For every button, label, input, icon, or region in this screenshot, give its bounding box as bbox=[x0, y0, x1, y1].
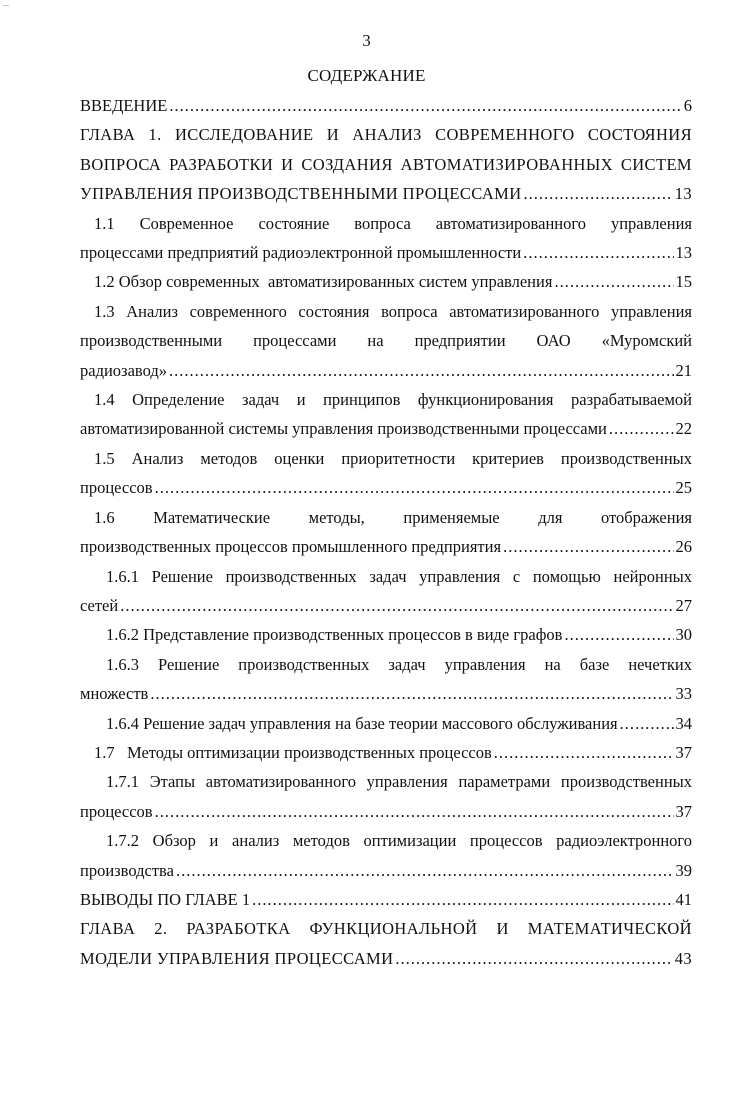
toc-entry-chapter-1[interactable] bbox=[80, 120, 692, 208]
toc-entry-title: ВЫВОДЫ ПО ГЛАВЕ 1 bbox=[80, 889, 251, 909]
dot-leader bbox=[155, 797, 674, 826]
toc-entry-1-1[interactable] bbox=[80, 209, 692, 268]
toc-entry-title: производства bbox=[80, 860, 174, 880]
toc-entry-line: ВОПРОСА РАЗРАБОТКИ И СОЗДАНИЯ АВТОМАТИЗИРОВАННЫХ СИСТЕМ bbox=[80, 154, 692, 174]
toc-page-number: 43 bbox=[674, 948, 692, 968]
toc-entry-line: 1.6.3 Решение производственных задач управления на базе нечетких bbox=[106, 654, 692, 674]
toc-page-number: 22 bbox=[675, 419, 692, 439]
toc-page-number: 41 bbox=[675, 889, 692, 909]
toc-entry-title: сетей bbox=[80, 595, 119, 615]
dot-leader bbox=[120, 591, 673, 620]
dot-leader bbox=[523, 238, 673, 267]
toc-entry-1-7[interactable] bbox=[80, 738, 692, 767]
toc-entry-1-6-4[interactable] bbox=[80, 709, 692, 738]
toc-page-number: 6 bbox=[683, 96, 692, 115]
dot-leader bbox=[150, 679, 673, 708]
toc-page-number: 34 bbox=[675, 713, 692, 733]
toc-entry-title: автоматизированной системы управления производственными процессами bbox=[80, 419, 607, 439]
dot-leader bbox=[609, 414, 674, 443]
dot-leader bbox=[564, 620, 673, 649]
scan-corner-mark: --- bbox=[3, 3, 9, 9]
toc-page-number: 13 bbox=[675, 243, 692, 263]
dot-leader bbox=[169, 91, 681, 120]
toc-entry-1-5[interactable] bbox=[80, 444, 692, 503]
toc-page-number: 39 bbox=[675, 860, 692, 880]
toc-entry-line: 1.4 Определение задач и принципов функционирования разрабатываемой bbox=[94, 390, 692, 410]
toc-entry-title: 1.6.4 Решение задач управления на базе теории массового обслуживания bbox=[106, 713, 618, 733]
toc-page-number: 27 bbox=[675, 595, 692, 615]
toc-entry-title: 1.2 Обзор современных автоматизированных систем управления bbox=[94, 272, 553, 292]
dot-leader bbox=[169, 356, 674, 385]
toc-entry-line: производственными процессами на предприятии ОАО «Муромский bbox=[80, 331, 692, 351]
toc-entry-line: 1.3 Анализ современного состояния вопроса автоматизированного управления bbox=[94, 301, 692, 321]
toc-entry-title: процессов bbox=[80, 801, 153, 821]
toc-page-number: 26 bbox=[675, 537, 692, 557]
toc-entry-introduction[interactable] bbox=[80, 91, 692, 120]
toc-entry-1-7-1[interactable] bbox=[80, 767, 692, 826]
toc-entry-1-3[interactable] bbox=[80, 297, 692, 385]
toc-entry-title: радиозавод» bbox=[80, 360, 167, 380]
toc-entry-line: 1.5 Анализ методов оценки приоритетности критериев производственных bbox=[94, 448, 692, 468]
toc-entry-title: множеств bbox=[80, 684, 149, 704]
toc-page-number: 37 bbox=[675, 801, 692, 821]
page-number: 3 bbox=[362, 31, 371, 50]
dot-leader bbox=[395, 944, 672, 973]
toc-entry-line: ГЛАВА 1. ИССЛЕДОВАНИЕ И АНАЛИЗ СОВРЕМЕННОГО СОСТОЯНИЯ bbox=[80, 125, 692, 145]
toc-entry-line: 1.7.2 Обзор и анализ методов оптимизации процессов радиоэлектронного bbox=[106, 831, 692, 851]
dot-leader bbox=[176, 856, 674, 885]
toc-entry-1-6[interactable] bbox=[80, 503, 692, 562]
toc-entry-1-6-3[interactable] bbox=[80, 650, 692, 709]
toc-entry-chapter-2[interactable] bbox=[80, 914, 692, 973]
toc-entry-line: 1.6 Математические методы, применяемые для отображения bbox=[94, 507, 692, 527]
toc-entry-1-7-2[interactable] bbox=[80, 826, 692, 885]
table-of-contents bbox=[80, 91, 692, 973]
toc-entry-title: процессами предприятий радиоэлектронной промышленности bbox=[80, 243, 522, 263]
toc-entry-line: 1.7.1 Этапы автоматизированного управления параметрами производственных bbox=[106, 772, 692, 792]
toc-entry-title: ВВЕДЕНИЕ bbox=[80, 96, 168, 115]
dot-leader bbox=[252, 885, 673, 914]
dot-leader bbox=[494, 738, 674, 767]
dot-leader bbox=[155, 473, 674, 502]
dot-leader bbox=[503, 532, 673, 561]
toc-page-number: 37 bbox=[675, 742, 692, 762]
toc-title: СОДЕРЖАНИЕ bbox=[307, 66, 426, 85]
toc-page-number: 30 bbox=[675, 625, 692, 645]
dot-leader bbox=[554, 267, 673, 296]
toc-entry-1-6-1[interactable] bbox=[80, 562, 692, 621]
toc-entry-title: 1.6.2 Представление производственных процессов в виде графов bbox=[106, 625, 563, 645]
toc-entry-title: процессов bbox=[80, 478, 153, 498]
toc-entry-line: 1.6.1 Решение производственных задач управления с помощью нейронных bbox=[106, 566, 692, 586]
toc-page-number: 33 bbox=[675, 684, 692, 704]
toc-page-number: 15 bbox=[675, 272, 692, 292]
toc-entry-chapter-1-conclusions[interactable] bbox=[80, 885, 692, 914]
toc-entry-title: производственных процессов промышленного предприятия bbox=[80, 537, 502, 557]
toc-entry-line: ГЛАВА 2. РАЗРАБОТКА ФУНКЦИОНАЛЬНОЙ И МАТЕМАТИЧЕСКОЙ bbox=[80, 919, 692, 939]
toc-entry-1-6-2[interactable] bbox=[80, 620, 692, 649]
toc-entry-line: 1.1 Современное состояние вопроса автоматизированного управления bbox=[94, 213, 692, 233]
toc-entry-1-4[interactable] bbox=[80, 385, 692, 444]
toc-page-number: 21 bbox=[675, 360, 692, 380]
dot-leader bbox=[620, 709, 674, 738]
dot-leader bbox=[524, 179, 673, 208]
toc-entry-title: УПРАВЛЕНИЯ ПРОИЗВОДСТВЕННЫМИ ПРОЦЕССАМИ bbox=[80, 184, 522, 204]
toc-entry-title: 1.7 Методы оптимизации производственных процессов bbox=[94, 742, 492, 762]
toc-entry-title: МОДЕЛИ УПРАВЛЕНИЯ ПРОЦЕССАМИ bbox=[80, 948, 394, 968]
toc-page-number: 25 bbox=[675, 478, 692, 498]
toc-entry-1-2[interactable] bbox=[80, 267, 692, 296]
toc-page-number: 13 bbox=[674, 184, 692, 204]
